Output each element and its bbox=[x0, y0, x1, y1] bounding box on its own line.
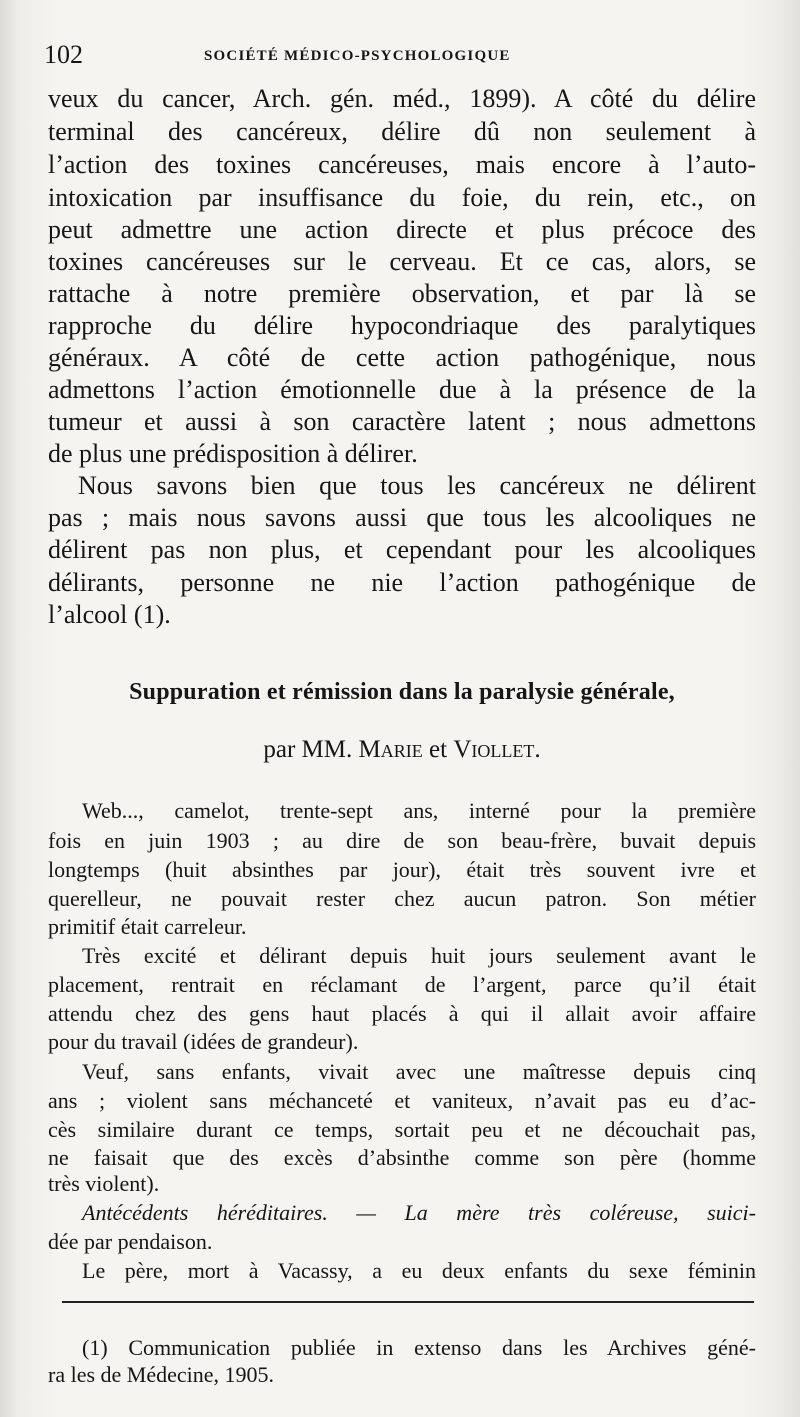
text-line: longtemps (huit absinthes par jour), était très souvent ivre et bbox=[48, 857, 756, 882]
text-line: délirants, personne ne nie l’action pathogénique de bbox=[48, 568, 756, 597]
page-header bbox=[44, 40, 756, 74]
text-line: Veuf, sans enfants, vivait avec une maîtresse depuis cinq bbox=[82, 1059, 756, 1084]
text-line: fois en juin 1903 ; au dire de son beau-frère, buvait depuis bbox=[48, 828, 756, 853]
text-line: très violent). bbox=[48, 1171, 160, 1196]
byline-join: et bbox=[429, 736, 448, 763]
text-line: Très excité et délirant depuis huit jours seulement avant le bbox=[82, 943, 756, 968]
text-line: placement, rentrait en réclamant de l’argent, parce qu’il était bbox=[48, 972, 756, 997]
text-line: tumeur et aussi à son caractère latent ; nous admettons bbox=[48, 407, 756, 436]
section-byline bbox=[48, 733, 756, 767]
text-line: généraux. A côté de cette action pathogénique, nous bbox=[48, 343, 756, 372]
text-line: veux du cancer, Arch. gén. méd., 1899). A côté du délire bbox=[48, 84, 756, 113]
running-head: SOCIÉTÉ MÉDICO-PSYCHOLOGIQUE bbox=[204, 48, 511, 64]
footnote-line: (1) Communication publiée in extenso dans les Archives géné- bbox=[82, 1335, 756, 1360]
text-line: pas ; mais nous savons aussi que tous les alcooliques ne bbox=[48, 503, 756, 532]
text-line: attendu chez des gens haut placés à qui il allait avoir affaire bbox=[48, 1001, 756, 1026]
author-name: Viollet. bbox=[453, 736, 541, 763]
section-title: Suppuration et rémission dans la paralysie générale, bbox=[129, 679, 675, 705]
author-name: Marie bbox=[358, 736, 423, 763]
text-line: Web..., camelot, trente-sept ans, interné pour la première bbox=[82, 798, 756, 823]
text-line: querelleur, ne pouvait rester chez aucun patron. Son métier bbox=[48, 886, 756, 911]
text-line: rattache à notre première observation, et par là se bbox=[48, 279, 756, 308]
text-line: Le père, mort à Vacassy, a eu deux enfants du sexe féminin bbox=[82, 1258, 756, 1283]
text-line: ne faisait que des excès d’absinthe comme son père (homme bbox=[48, 1145, 756, 1170]
footnote-rule bbox=[62, 1301, 754, 1303]
footnote-line: ra les de Médecine, 1905. bbox=[48, 1362, 275, 1387]
text-line: intoxication par insuffisance du foie, du rein, etc., on bbox=[48, 183, 756, 212]
text-line: l’alcool (1). bbox=[48, 600, 171, 629]
text-line: peut admettre une action directe et plus précoce des bbox=[48, 215, 756, 244]
text-line: ans ; violent sans méchanceté et vaniteux, n’avait pas eu d’ac- bbox=[48, 1088, 756, 1113]
text-line: de plus une prédisposition à délirer. bbox=[48, 439, 418, 468]
text-line: toxines cancéreuses sur le cerveau. Et ce cas, alors, se bbox=[48, 247, 756, 276]
text-line: Nous savons bien que tous les cancéreux ne délirent bbox=[78, 471, 756, 500]
byline-prefix: par MM. bbox=[263, 736, 353, 763]
text-line: pour du travail (idées de grandeur). bbox=[48, 1029, 359, 1054]
text-line: rapproche du délire hypocondriaque des paralytiques bbox=[48, 311, 756, 340]
text-line: admettons l’action émotionnelle due à la présence de la bbox=[48, 375, 756, 404]
text-line: terminal des cancéreux, délire dû non seulement à bbox=[48, 117, 756, 146]
text-line: l’action des toxines cancéreuses, mais encore à l’auto- bbox=[48, 150, 756, 179]
text-line: cès similaire durant ce temps, sortait peu et ne découchait pas, bbox=[48, 1117, 756, 1142]
text-line: Antécédents héréditaires. — La mère très coléreuse, suici- bbox=[82, 1200, 756, 1225]
text-line: dée par pendaison. bbox=[48, 1229, 213, 1254]
page-number: 102 bbox=[44, 40, 83, 69]
text-line: délirent pas non plus, et cependant pour les alcooliques bbox=[48, 535, 756, 564]
text-line: primitif était carreleur. bbox=[48, 914, 247, 939]
